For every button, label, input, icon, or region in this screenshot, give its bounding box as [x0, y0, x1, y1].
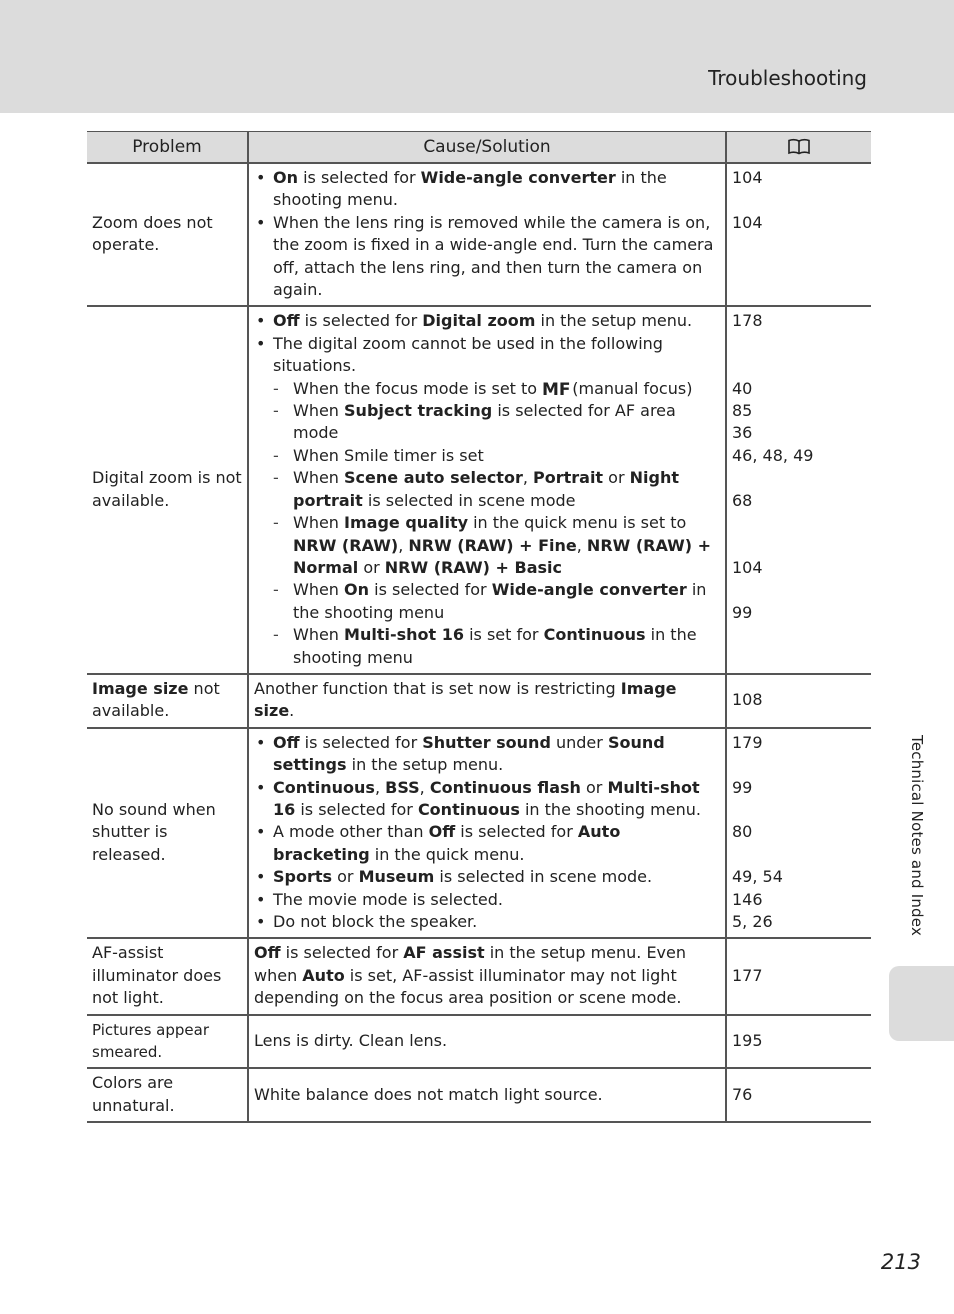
list-item: • When the lens ring is removed while the camera is on, the zoom is fixed in a wide-angle end. Turn the camera off, attach the lens ring, and then turn the camera on again. — [254, 212, 720, 302]
reference-cell — [726, 674, 871, 728]
table-row — [87, 1015, 871, 1069]
problem-cell: AF-assist illuminator does not light. — [87, 938, 248, 1014]
header-cause-solution: Cause/Solution — [248, 132, 726, 164]
sub-item: - When Image quality in the quick menu is set to NRW (RAW), NRW (RAW) + Fine, NRW (RAW) + Normal or NRW (RAW) + Basic — [273, 512, 720, 579]
page-ref: 108 — [732, 690, 763, 710]
page-ref: 36 — [732, 423, 753, 443]
problem-cell: Colors are unnatural. — [87, 1068, 248, 1122]
list-item: • Off is selected for Digital zoom in the setup menu. — [254, 310, 720, 332]
header-band — [0, 0, 954, 113]
list-item: • The digital zoom cannot be used in the following situations. - When the focus mode is set to MF (manual focus) - When Subject tracking is selected for AF area mode - When Smile timer is set - When Scene auto selector, Portrait or Night portrait is selected in scene mode - When Image quality in the quick menu is set to NRW (RAW), NRW (RAW) + Fine, NRW (RAW) + Normal or NRW (RAW) + Basic - When On is selected for Wide-angle converter in the shooting menu - When Multi-shot 16 is set for Continuous in the shooting menu — [254, 333, 720, 669]
manual-focus-icon — [542, 379, 571, 400]
svg-text:MF: MF — [542, 379, 571, 400]
page-ref: 179 — [732, 732, 763, 752]
page-ref: 40 — [732, 378, 753, 398]
list-item: • A mode other than Off is selected for Auto bracketing in the quick menu. — [254, 821, 720, 866]
table-row — [87, 306, 871, 674]
reference-cell — [726, 1015, 871, 1069]
problem-cell: Digital zoom is not available. — [87, 306, 248, 674]
list-item: • Do not block the speaker. — [254, 911, 720, 933]
side-tab-label: Technical Notes and Index — [908, 735, 926, 937]
cause-cell — [248, 728, 726, 939]
page-ref: 76 — [732, 1084, 753, 1104]
sub-item: - When On is selected for Wide-angle converter in the shooting menu — [273, 579, 720, 624]
reference-cell — [726, 306, 871, 674]
list-item: • The movie mode is selected. — [254, 889, 720, 911]
sub-item: - When Multi-shot 16 is set for Continuous in the shooting menu — [273, 624, 720, 669]
reference-cell — [726, 938, 871, 1014]
cause-cell: Off is selected for AF assist in the setup menu. Even when Auto is set, AF-assist illuminator may not light depending on the focus area position or scene mode. — [248, 938, 726, 1014]
troubleshooting-table — [87, 131, 871, 1123]
page-ref: 99 — [732, 777, 753, 797]
problem-cell: Image size not available. — [87, 674, 248, 728]
header-reference — [726, 132, 871, 164]
page-ref: 104 — [732, 212, 763, 232]
side-tab[interactable] — [889, 966, 954, 1041]
sub-item: - When Scene auto selector, Portrait or Night portrait is selected in scene mode — [273, 467, 720, 512]
page-ref: 46, 48, 49 — [732, 445, 814, 465]
page-ref: 104 — [732, 557, 763, 577]
page-ref: 49, 54 — [732, 867, 783, 887]
page-ref: 178 — [732, 311, 763, 331]
section-title: Troubleshooting — [708, 66, 867, 90]
sub-item: - When the focus mode is set to MF (manual focus) — [273, 378, 720, 400]
page-ref: 85 — [732, 401, 753, 421]
page-ref: 80 — [732, 822, 753, 842]
reference-cell — [726, 163, 871, 306]
reference-cell — [726, 728, 871, 939]
list-item: • Sports or Museum is selected in scene mode. — [254, 866, 720, 888]
page-ref: 5, 26 — [732, 911, 773, 931]
problem-cell: Pictures appear smeared. — [87, 1015, 248, 1069]
list-item: • Off is selected for Shutter sound under Sound settings in the setup menu. — [254, 732, 720, 777]
table-row — [87, 938, 871, 1014]
reference-cell — [726, 1068, 871, 1122]
header-problem: Problem — [87, 132, 248, 164]
list-item: • Continuous, BSS, Continuous flash or Multi-shot 16 is selected for Continuous in the shooting menu. — [254, 777, 720, 822]
page-ref: 177 — [732, 965, 763, 985]
cause-cell: White balance does not match light source. — [248, 1068, 726, 1122]
page-ref: 68 — [732, 490, 753, 510]
problem-cell: No sound when shutter is released. — [87, 728, 248, 939]
page-ref: 146 — [732, 889, 763, 909]
book-icon — [787, 138, 811, 155]
cause-cell: Another function that is set now is restricting Image size. — [248, 674, 726, 728]
cause-cell: Lens is dirty. Clean lens. — [248, 1015, 726, 1069]
table-row — [87, 728, 871, 939]
page-ref: 104 — [732, 168, 763, 187]
page-ref: 195 — [732, 1030, 763, 1050]
table-row — [87, 1068, 871, 1122]
table-header-row — [87, 132, 871, 164]
sub-item: - When Subject tracking is selected for AF area mode — [273, 400, 720, 445]
table-row — [87, 674, 871, 728]
problem-cell: Zoom does not operate. — [87, 163, 248, 306]
page-ref: 99 — [732, 602, 753, 622]
page-number: 213 — [880, 1250, 921, 1274]
table-row — [87, 163, 871, 306]
sub-item: - When Smile timer is set — [273, 445, 720, 467]
list-item: • On is selected for Wide-angle converter in the shooting menu. — [254, 167, 720, 212]
cause-cell — [248, 306, 726, 674]
cause-cell — [248, 163, 726, 306]
